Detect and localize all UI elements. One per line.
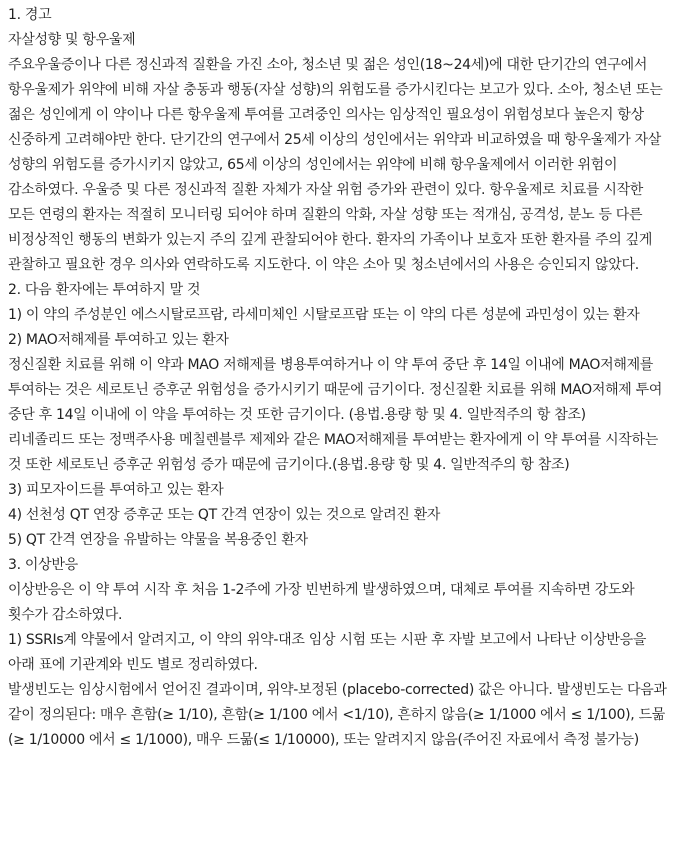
section-2-item-2: 2) MAO저해제를 투여하고 있는 환자 bbox=[8, 332, 229, 348]
section-3-heading: 3. 이상반응 bbox=[8, 557, 78, 573]
section-3-item-1: 1) SSRIs계 약물에서 알려지고, 이 약의 위약-대조 임상 시험 또는 시판 후 자발 보고에서 나타난 이상반응을 아래 표에 기관계와 빈도 별로 정리하였다. bbox=[8, 632, 647, 673]
section-2-item-5: 5) QT 간격 연장을 유발하는 약물을 복용중인 환자 bbox=[8, 532, 308, 548]
section-1-body: 주요우울증이나 다른 정신과적 질환을 가진 소아, 청소년 및 젊은 성인(18~24세)에 대한 단기간의 연구에서 항우울제가 위약에 비해 자살 충동과 행동(자살 성향)의 위험도를 증가시킨다는 보고가 있다. 소아, 청소년 또는 젊은 성인에게 이 약이나 다른 항우울제 투여를 고려중인 의사는 임상적인 필요성이 위험성보다 높은지 항상 신중하게 고려해야만 한다. 단기간의 연구에서 25세 이상의 성인에서는 위약과 비교하였을 때 항우울제가 자살 성향의 위험도를 증가시키지 않았고, 65세 이상의 성인에서는 위약에 비해 항우울제에서 이러한 위험이 감소하였다. 우울증 및 다른 정신과적 질환 자체가 자살 위험 증가와 관련이 있다. 항우울제로 치료를 시작한 모든 연령의 환자는 적절히 모니터링 되어야 하며 질환의 악화, 자살 성향 또는 적개심, 공격성, 분노 등 다른 비정상적인 행동의 변화가 있는지 주의 깊게 관찰되어야 한다. 환자의 가족이나 보호자 또한 환자를 주의 깊게 관찰하고 필요한 경우 의사와 연락하도록 지도한다. 이 약은 소아 및 청소년에서의 사용은 승인되지 않았다. bbox=[8, 57, 663, 273]
section-2-item-1: 1) 이 약의 주성분인 에스시탈로프람, 라세미체인 시탈로프람 또는 이 약의 다른 성분에 과민성이 있는 환자 bbox=[8, 307, 640, 323]
section-3-item-1-paragraph: 발생빈도는 임상시험에서 얻어진 결과이며, 위약-보정된 (placebo-corrected) 값은 아니다. 발생빈도는 다음과 같이 정의된다: 매우 흔함(≥ 1/10), 흔함(≥ 1/100 에서 <1/10), 흔하지 않음(≥ 1/1000 에서 ≤ 1/100), 드묾(≥ 1/10000 에서 ≤ 1/1000), 매우 드묾(≤ 1/10000), 또는 알려지지 않음(주어진 자료에서 측정 불가능) bbox=[8, 682, 667, 748]
section-2-heading: 2. 다음 환자에는 투여하지 말 것 bbox=[8, 282, 201, 298]
section-2-item-4: 4) 선천성 QT 연장 증후군 또는 QT 간격 연장이 있는 것으로 알려진 환자 bbox=[8, 507, 441, 523]
section-1-subheading: 자살성향 및 항우울제 bbox=[8, 32, 136, 48]
section-3-body: 이상반응은 이 약 투여 시작 후 처음 1-2주에 가장 빈번하게 발생하였으며, 대체로 투여를 지속하면 강도와 횟수가 감소하였다. bbox=[8, 582, 635, 623]
section-2-item-2-paragraph-1: 정신질환 치료를 위해 이 약과 MAO 저해제를 병용투여하거나 이 약 투여 중단 후 14일 이내에 MAO저해제를 투여하는 것은 세로토닌 증후군 위험성을 증가시키기 때문에 금기이다. 정신질환 치료를 위해 MAO저해제 투여 중단 후 14일 이내에 이 약을 투여하는 것 또한 금기이다. (용법.용량 항 및 4. 일반적주의 항 참조) bbox=[8, 357, 663, 423]
section-2-item-2-paragraph-2: 리네졸리드 또는 정맥주사용 메칠렌블루 제제와 같은 MAO저해제를 투여받는 환자에게 이 약 투여를 시작하는 것 또한 세로토닌 증후군 위험성 증가 때문에 금기이다.(용법.용량 항 및 4. 일반적주의 항 참조) bbox=[8, 432, 658, 473]
section-2-item-3: 3) 피모자이드를 투여하고 있는 환자 bbox=[8, 482, 224, 498]
section-1-heading: 1. 경고 bbox=[8, 7, 52, 23]
